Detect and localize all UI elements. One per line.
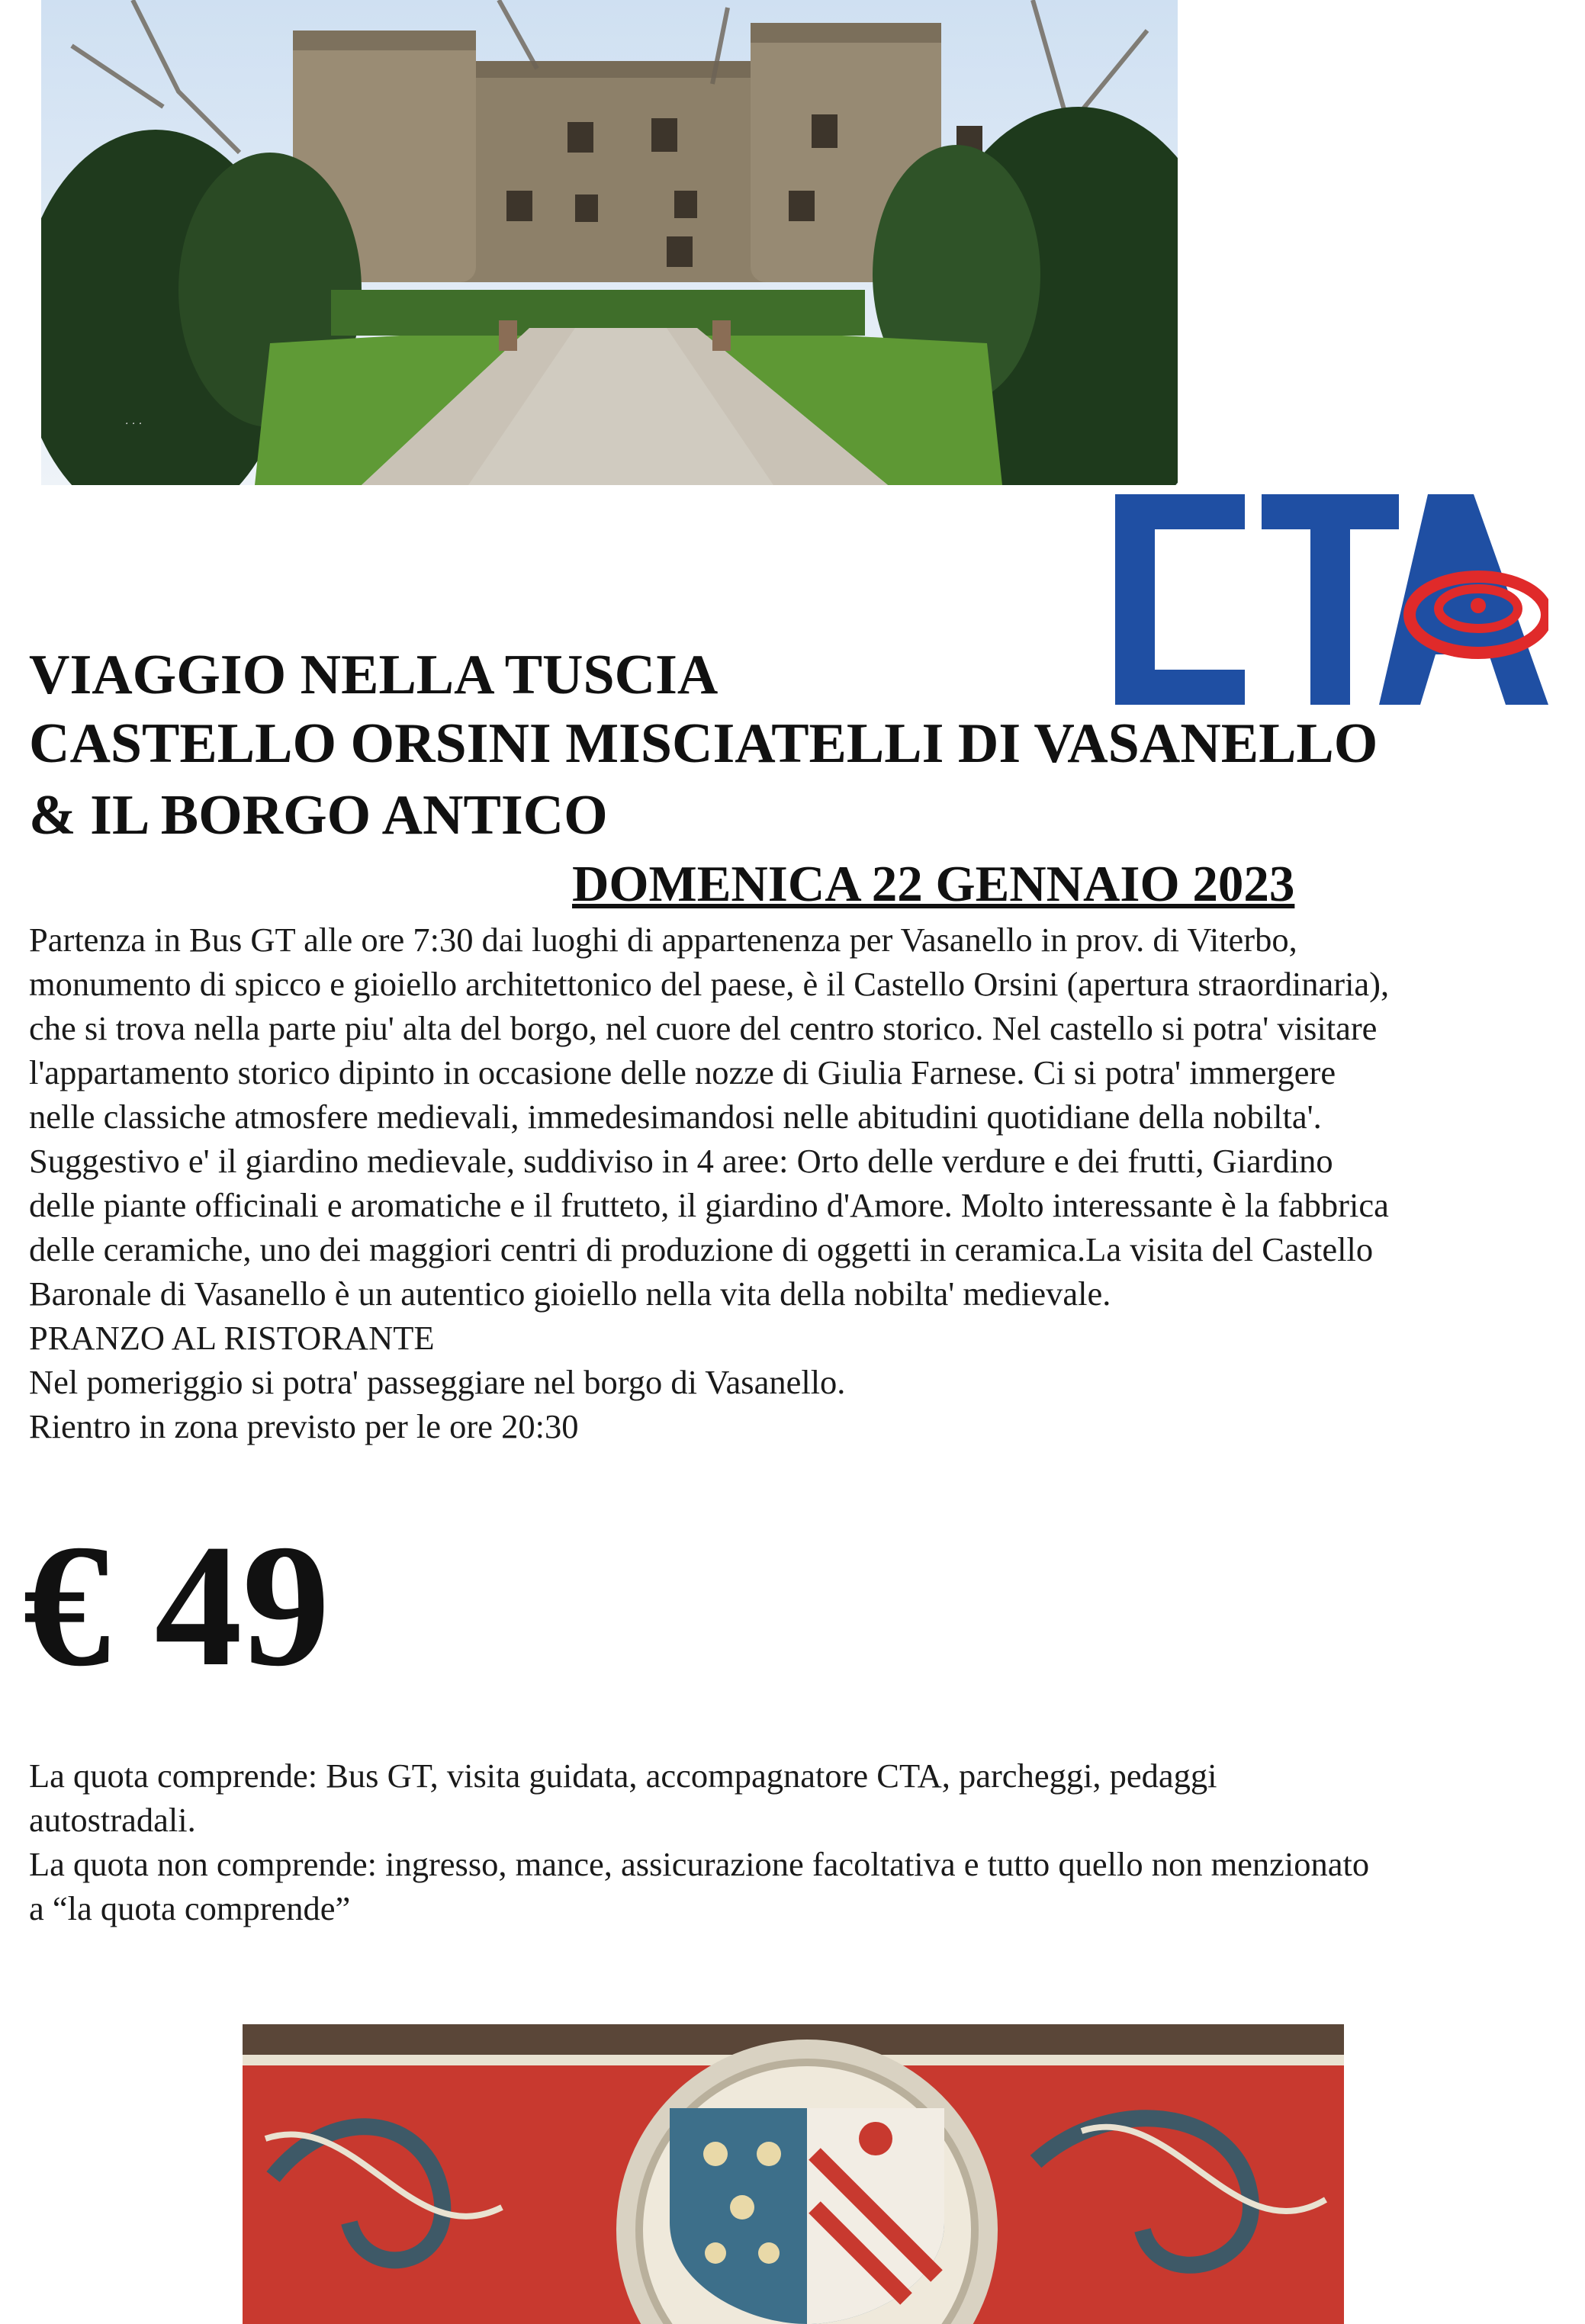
cta-logo bbox=[1115, 494, 1548, 705]
title-line-2: CASTELLO ORSINI MISCIATELLI DI VASANELLO bbox=[29, 712, 1378, 775]
castle-photo bbox=[41, 0, 1178, 485]
afternoon-line: Nel pomeriggio si potra' passeggiare nel borgo di Vasanello. bbox=[29, 1363, 846, 1401]
lunch-line: PRANZO AL RISTORANTE bbox=[29, 1319, 435, 1357]
itinerary-line: nelle classiche atmosfere medievali, immedesimandosi nelle abitudini quotidiane della nobilta'. bbox=[29, 1098, 1322, 1136]
itinerary-line: Partenza in Bus GT alle ore 7:30 dai luoghi di appartenenza per Vasanello in prov. di Viterbo, bbox=[29, 921, 1297, 959]
title-line-3: & IL BORGO ANTICO bbox=[29, 784, 608, 847]
quota-includes-line: autostradali. bbox=[29, 1801, 196, 1839]
return-line: Rientro in zona previsto per le ore 20:30 bbox=[29, 1407, 579, 1445]
quota-excludes-line: La quota non comprende: ingresso, mance, assicurazione facoltativa e tutto quello non menzionato bbox=[29, 1845, 1370, 1883]
itinerary-line: Suggestivo e' il giardino medievale, suddiviso in 4 aree: Orto delle verdure e dei frutti, Giardino bbox=[29, 1142, 1333, 1180]
svg-text:· · ·: · · · bbox=[125, 418, 143, 430]
itinerary-line: delle piante officinali e aromatiche e il frutteto, il giardino d'Amore. Molto interessante è la fabbrica bbox=[29, 1186, 1389, 1224]
fresco-coat-of-arms-photo bbox=[243, 2024, 1344, 2324]
itinerary-line: Baronale di Vasanello è un autentico gioiello nella vita della nobilta' medievale. bbox=[29, 1275, 1111, 1313]
itinerary-line: l'appartamento storico dipinto in occasione delle nozze di Giulia Farnese. Ci si potra' immergere bbox=[29, 1053, 1336, 1091]
quota-excludes-line: a “la quota comprende” bbox=[29, 1889, 351, 1927]
itinerary-line: monumento di spicco e gioiello architettonico del paese, è il Castello Orsini (apertura straordinaria), bbox=[29, 965, 1390, 1003]
price: € 49 bbox=[23, 1508, 330, 1702]
quota-includes-line: La quota comprende: Bus GT, visita guidata, accompagnatore CTA, parcheggi, pedaggi bbox=[29, 1757, 1217, 1795]
itinerary-line: delle ceramiche, uno dei maggiori centri di produzione di oggetti in ceramica.La visita del Castello bbox=[29, 1230, 1374, 1268]
itinerary-line: che si trova nella parte piu' alta del borgo, nel cuore del centro storico. Nel castello si potra' visitare bbox=[29, 1009, 1378, 1047]
title-line-1: VIAGGIO NELLA TUSCIA bbox=[29, 644, 719, 706]
trip-date: DOMENICA 22 GENNAIO 2023 bbox=[572, 856, 1295, 912]
